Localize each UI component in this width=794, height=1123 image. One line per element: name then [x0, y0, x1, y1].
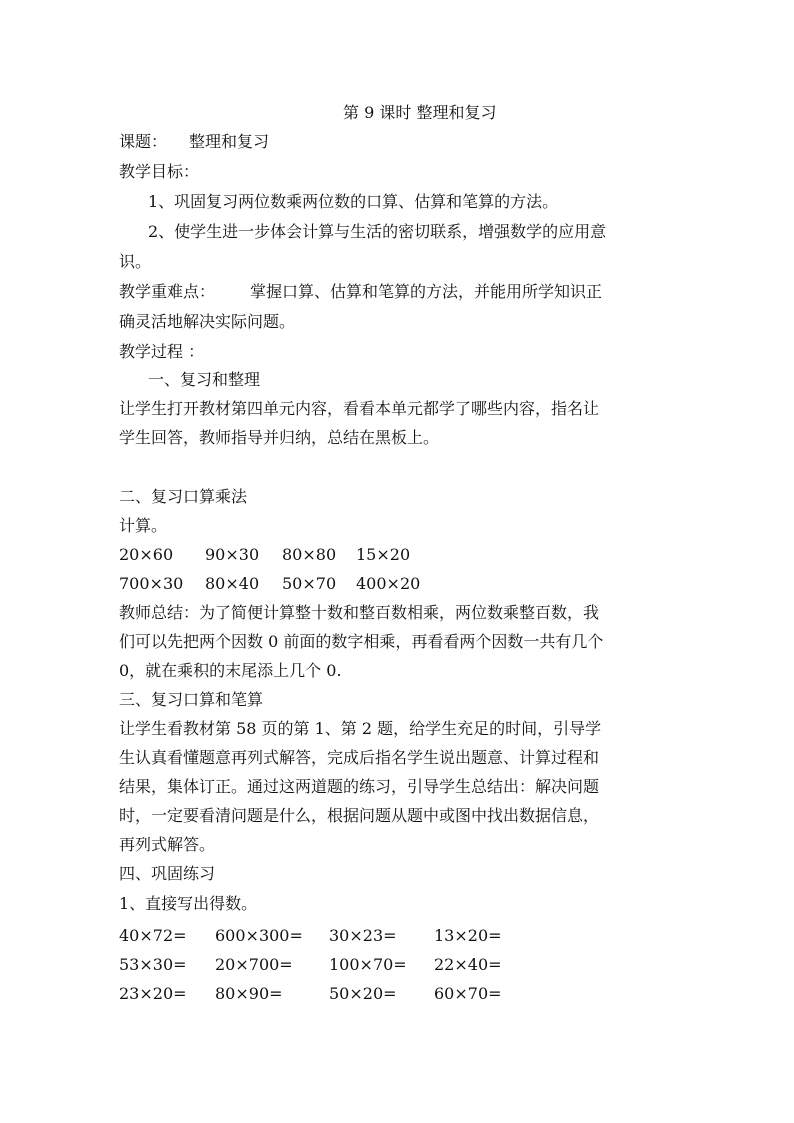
topic-value: 整理和复习 [189, 132, 270, 151]
paragraph-line: 生认真看懂题意再列式解答，完成后指名学生说出题意、计算过程和 [119, 748, 600, 767]
exercise-item: 60×70= [434, 984, 502, 1003]
topic-label: 课题： [119, 132, 168, 151]
paragraph-line: 0，就在乘积的末尾添上几个 0. [119, 661, 342, 680]
key-points-label: 教学重难点： [119, 282, 216, 301]
exercise-item: 40×72= [119, 926, 187, 945]
section-heading: 三、复习口算和笔算 [119, 690, 264, 709]
calc-item: 90×30 [205, 545, 260, 564]
calc-item: 15×20 [356, 545, 411, 564]
paragraph-line: 让学生打开教材第四单元内容，看看本单元都学了哪些内容，指名让 [119, 399, 600, 418]
exercise-item: 53×30= [119, 955, 187, 974]
paragraph-line: 们可以先把两个因数 0 前面的数字相乘，再看看两个因数一共有几个 [119, 632, 604, 651]
section-heading: 二、复习口算乘法 [119, 487, 248, 506]
exercise-item: 80×90= [215, 984, 283, 1003]
key-points-continuation: 确灵活地解决实际问题。 [119, 312, 296, 331]
paragraph-line: 让学生看教材第 58 页的第 1、第 2 题，给学生充足的时间，引导学 [119, 719, 602, 738]
section-subheading: 1、直接写出得数。 [119, 894, 258, 913]
exercise-item: 600×300= [215, 926, 303, 945]
paragraph-line: 教师总结：为了简便计算整十数和整百数相乘，两位数乘整百数，我 [119, 603, 600, 622]
calc-item: 80×40 [205, 574, 260, 593]
key-points-line [119, 282, 602, 302]
exercise-item: 50×20= [329, 984, 397, 1003]
exercise-item: 23×20= [119, 984, 187, 1003]
calc-item: 400×20 [356, 574, 421, 593]
key-points-text: 掌握口算、估算和笔算的方法，并能用所学知识正 [250, 282, 603, 301]
section-heading: 一、复习和整理 [148, 370, 261, 389]
paragraph-line: 再列式解答。 [119, 835, 216, 854]
calc-item: 50×70 [282, 574, 337, 593]
paragraph-line: 学生回答，教师指导并归纳，总结在黑板上。 [119, 428, 440, 447]
exercise-item: 30×23= [329, 926, 397, 945]
exercise-item: 100×70= [329, 955, 407, 974]
exercise-item: 22×40= [434, 955, 502, 974]
exercise-item: 13×20= [434, 926, 502, 945]
section-heading: 四、巩固练习 [119, 864, 216, 883]
section-subheading: 计算。 [119, 516, 168, 535]
calc-item: 80×80 [282, 545, 337, 564]
calc-item: 20×60 [119, 545, 174, 564]
goal-item: 1、巩固复习两位数乘两位数的口算、估算和笔算的方法。 [148, 192, 559, 211]
calc-item: 700×30 [119, 574, 184, 593]
paragraph-line: 结果，集体订正。通过这两道题的练习，引导学生总结出：解决问题 [119, 777, 600, 796]
goal-item-continuation: 识。 [119, 252, 152, 271]
goal-item: 2、使学生进一步体会计算与生活的密切联系，增强数学的应用意 [148, 222, 607, 241]
topic-line [119, 132, 269, 152]
goals-label: 教学目标： [119, 162, 200, 181]
exercise-item: 20×700= [215, 955, 293, 974]
paragraph-line: 时，一定要看清问题是什么，根据问题从题中或图中找出数据信息， [119, 806, 600, 825]
lesson-title: 第 9 课时 整理和复习 [343, 103, 497, 122]
process-label: 教学过程 ： [119, 342, 205, 361]
